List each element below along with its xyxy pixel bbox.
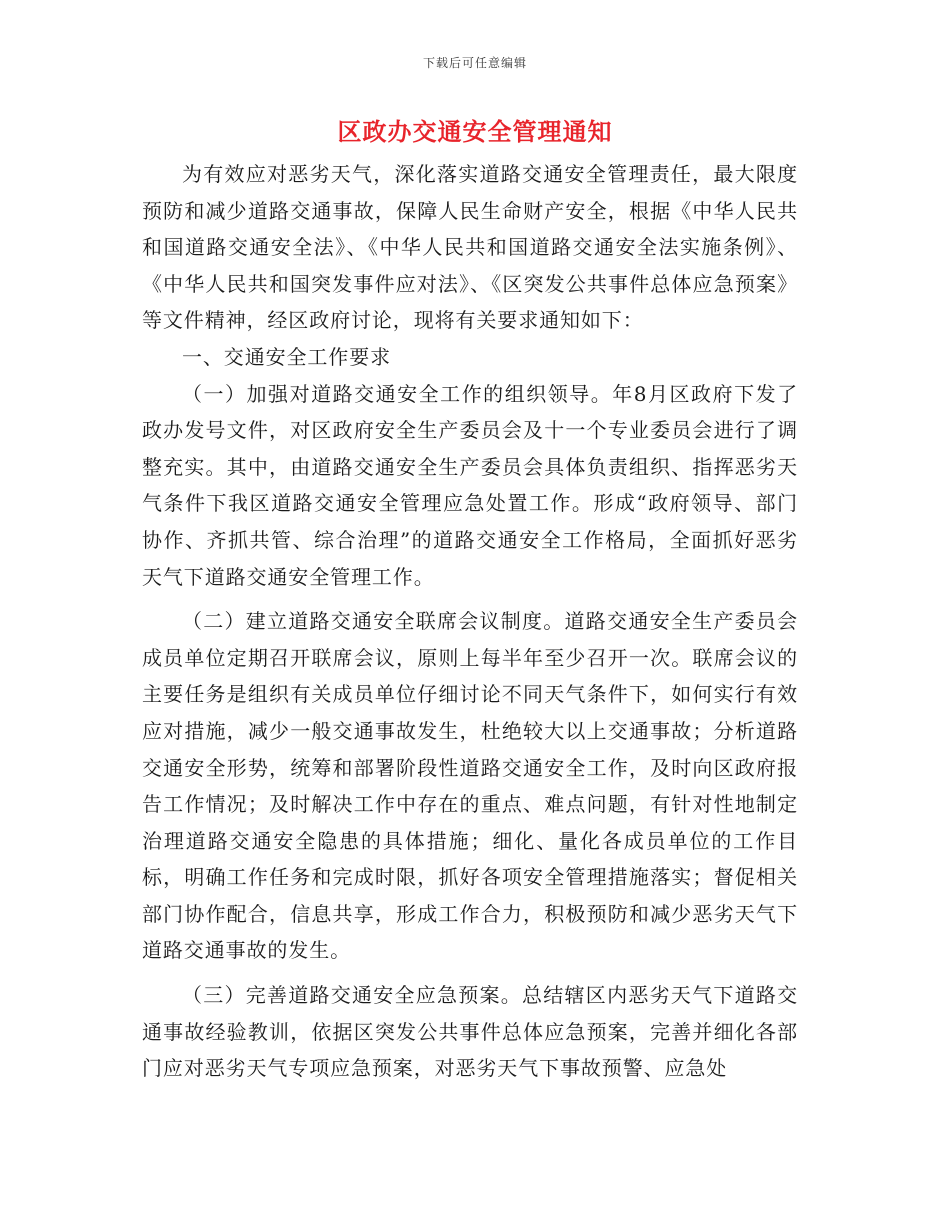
paragraph-intro: 为有效应对恶劣天气，深化落实道路交通安全管理责任，最大限度预防和减少道路交通事故，保障人民生命财产安全，根据《中华人民共和国道路交通安全法》、《中华人民共和国道路交通安全法实施条例》、《中华人民共和国突发事件应对法》、《区突发公共事件总体应急预案》等文件精神，经区政府讨论，现将有关要求通知如下： — [142, 162, 798, 333]
header-note: 下载后可任意编辑 — [422, 56, 527, 70]
section-heading: 一、交通安全工作要求 — [182, 344, 391, 369]
document-title: 区政办交通安全管理通知 — [337, 117, 613, 146]
paragraph-item-2: （二）建立道路交通安全联席会议制度。道路交通安全生产委员会成员单位定期召开联席会议，原则上每半年至少召开一次。联席会议的主要任务是组织有关成员单位仔细讨论不同天气条件下，如何实行有效应对措施，减少一般交通事故发生，杜绝较大以上交通事故；分析道路交通安全形势，统筹和部署阶段性道路交通安全工作，及时向区政府报告工作情况；及时解决工作中存在的重点、难点问题，有针对性地制定治理道路交通安全隐患的具体措施；细化、量化各成员单位的工作目标，明确工作任务和完成时限，抓好各项安全管理措施落实；督促相关部门协作配合，信息共享，形成工作合力，积极预防和减少恶劣天气下道路交通事故的发生。 — [142, 609, 798, 963]
paragraph-item-1: （一）加强对道路交通安全工作的组织领导。年8月区政府下发了政办发号文件，对区政府安全生产委员会及十一个专业委员会进行了调整充实。其中，由道路交通安全生产委员会具体负责组织、指挥恶劣天气条件下我区道路交通安全管理应急处置工作。形成“政府领导、部门协作、齐抓共管、综合治理”的道路交通安全工作格局，全面抓好恶劣天气下道路交通安全管理工作。 — [142, 381, 798, 589]
paragraph-item-3: （三）完善道路交通安全应急预案。总结辖区内恶劣天气下道路交通事故经验教训，依据区突发公共事件总体应急预案，完善并细化各部门应对恶劣天气专项应急预案，对恶劣天气下事故预警、应急处 — [142, 983, 798, 1081]
document-body — [142, 156, 798, 1087]
